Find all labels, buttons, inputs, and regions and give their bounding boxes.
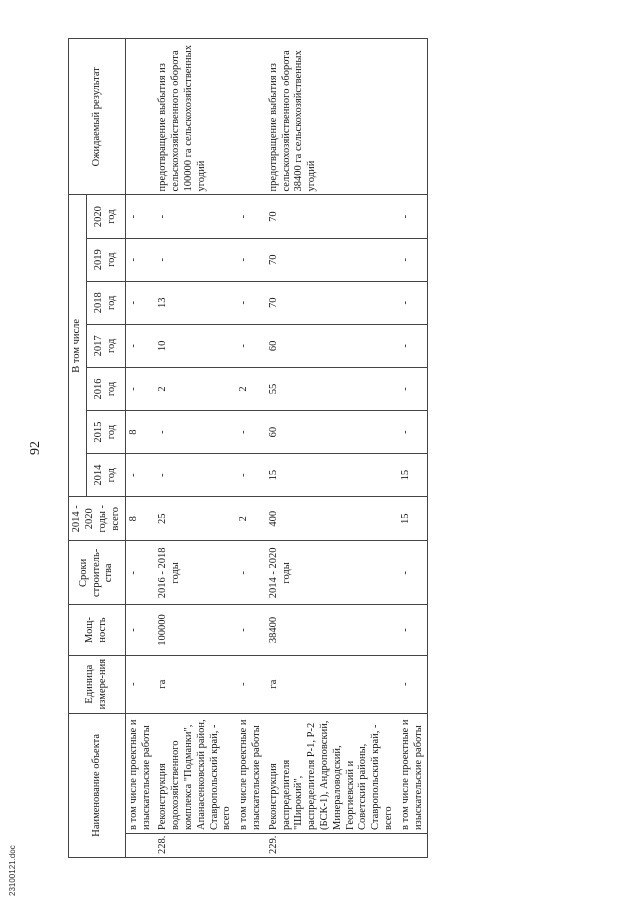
year-value-cell: - [236,454,266,497]
document-table-area [68,38,598,858]
year-value-cell: - [125,238,155,281]
unit-cell: - [236,655,266,713]
year-value-cell: 2 [236,367,266,410]
unit-cell: га [155,655,236,713]
table-row [236,39,266,858]
year-value-cell: - [236,195,266,238]
terms-cell: - [125,541,155,605]
capacity-cell: - [398,605,428,655]
total-cell: 25 [155,497,236,541]
header-year: 2014 год [86,454,125,497]
expected-result [125,39,155,196]
header-name: Наименование объекта [69,713,126,857]
total-cell: 400 [266,497,398,541]
terms-cell: - [398,541,428,605]
object-name: в том числе проектные и изыскательские работы [398,713,428,833]
year-value-cell: 55 [266,367,398,410]
year-value-cell: 2 [155,367,236,410]
year-value-cell: 15 [398,454,428,497]
unit-cell: га [266,655,398,713]
header-year: 2018 год [86,281,125,324]
total-cell: 2 [236,497,266,541]
table-row [398,39,428,858]
capacity-cell: 38400 [266,605,398,655]
page-number: 92 [28,441,43,455]
year-value-cell: 70 [266,281,398,324]
row-number: 229. [266,833,398,857]
year-value-cell: - [125,281,155,324]
object-name: в том числе проектные и изыскательские работы [236,713,266,833]
year-value-cell: - [398,195,428,238]
header-result: Ожидаемый результат [69,39,126,196]
total-cell: 15 [398,497,428,541]
year-value-cell: - [236,411,266,454]
row-number [236,833,266,857]
capacity-cell: 100000 [155,605,236,655]
year-value-cell: - [398,238,428,281]
expected-result [398,39,428,196]
capacity-cell: - [236,605,266,655]
year-value-cell: - [398,411,428,454]
expected-result: предотвращение выбытия из сельскохозяйственного оборота 38400 га сельскохозяйственных угодий [266,39,398,196]
header-year: 2017 год [86,324,125,367]
header-capacity: Мощ-ность [69,605,126,655]
year-value-cell: - [236,324,266,367]
total-cell: 8 [125,497,155,541]
year-value-cell: - [125,324,155,367]
year-value-cell: 60 [266,411,398,454]
year-value-cell: - [155,195,236,238]
object-name: в том числе проектные и изыскательские работы [125,713,155,833]
year-value-cell: - [155,238,236,281]
expected-result [236,39,266,196]
year-value-cell: - [398,324,428,367]
terms-cell: - [236,541,266,605]
year-value-cell: 15 [266,454,398,497]
investment-table [68,38,428,858]
year-value-cell: - [125,367,155,410]
year-value-cell: 70 [266,195,398,238]
year-value-cell: - [125,454,155,497]
year-value-cell: - [236,281,266,324]
year-value-cell: 60 [266,324,398,367]
expected-result: предотвращение выбытия из сельскохозяйственного оборота 100000 га сельскохозяйственных угодий [155,39,236,196]
unit-cell: - [125,655,155,713]
header-total: 2014 - 2020 годы - всего [69,497,126,541]
year-value-cell: 13 [155,281,236,324]
year-value-cell: 70 [266,238,398,281]
year-value-cell: - [155,454,236,497]
header-year: 2020 год [86,195,125,238]
unit-cell: - [398,655,428,713]
terms-cell: 2014 - 2020 годы [266,541,398,605]
header-in-total: В том числе [69,195,87,497]
document-filename: 23100121.doc [8,845,17,896]
object-name: Реконструкция водохозяйственного комплекса "Подманки", Апанасенковский район, Ставропольский край, - всего [155,713,236,833]
header-year: 2016 год [86,367,125,410]
table-row [125,39,155,858]
row-number [398,833,428,857]
object-name: Реконструкция распределителя "Широкий", распределителя Р-1, Р-2 (БСК-1), Андроповский, Минераловодский, Георгиевский и Советский районы, Ставропольский край, - всего [266,713,398,833]
row-number [125,833,155,857]
year-value-cell: 8 [125,411,155,454]
table-row [266,39,398,858]
year-value-cell: - [398,367,428,410]
table-row [155,39,236,858]
row-number: 228. [155,833,236,857]
year-value-cell: - [236,238,266,281]
capacity-cell: - [125,605,155,655]
header-unit: Единица измере-ния [69,655,126,713]
header-year: 2019 год [86,238,125,281]
year-value-cell: 10 [155,324,236,367]
year-value-cell: - [155,411,236,454]
year-value-cell: - [125,195,155,238]
year-value-cell: - [398,281,428,324]
terms-cell: 2016 - 2018 годы [155,541,236,605]
header-terms: Сроки строитель-ства [69,541,126,605]
header-year: 2015 год [86,411,125,454]
